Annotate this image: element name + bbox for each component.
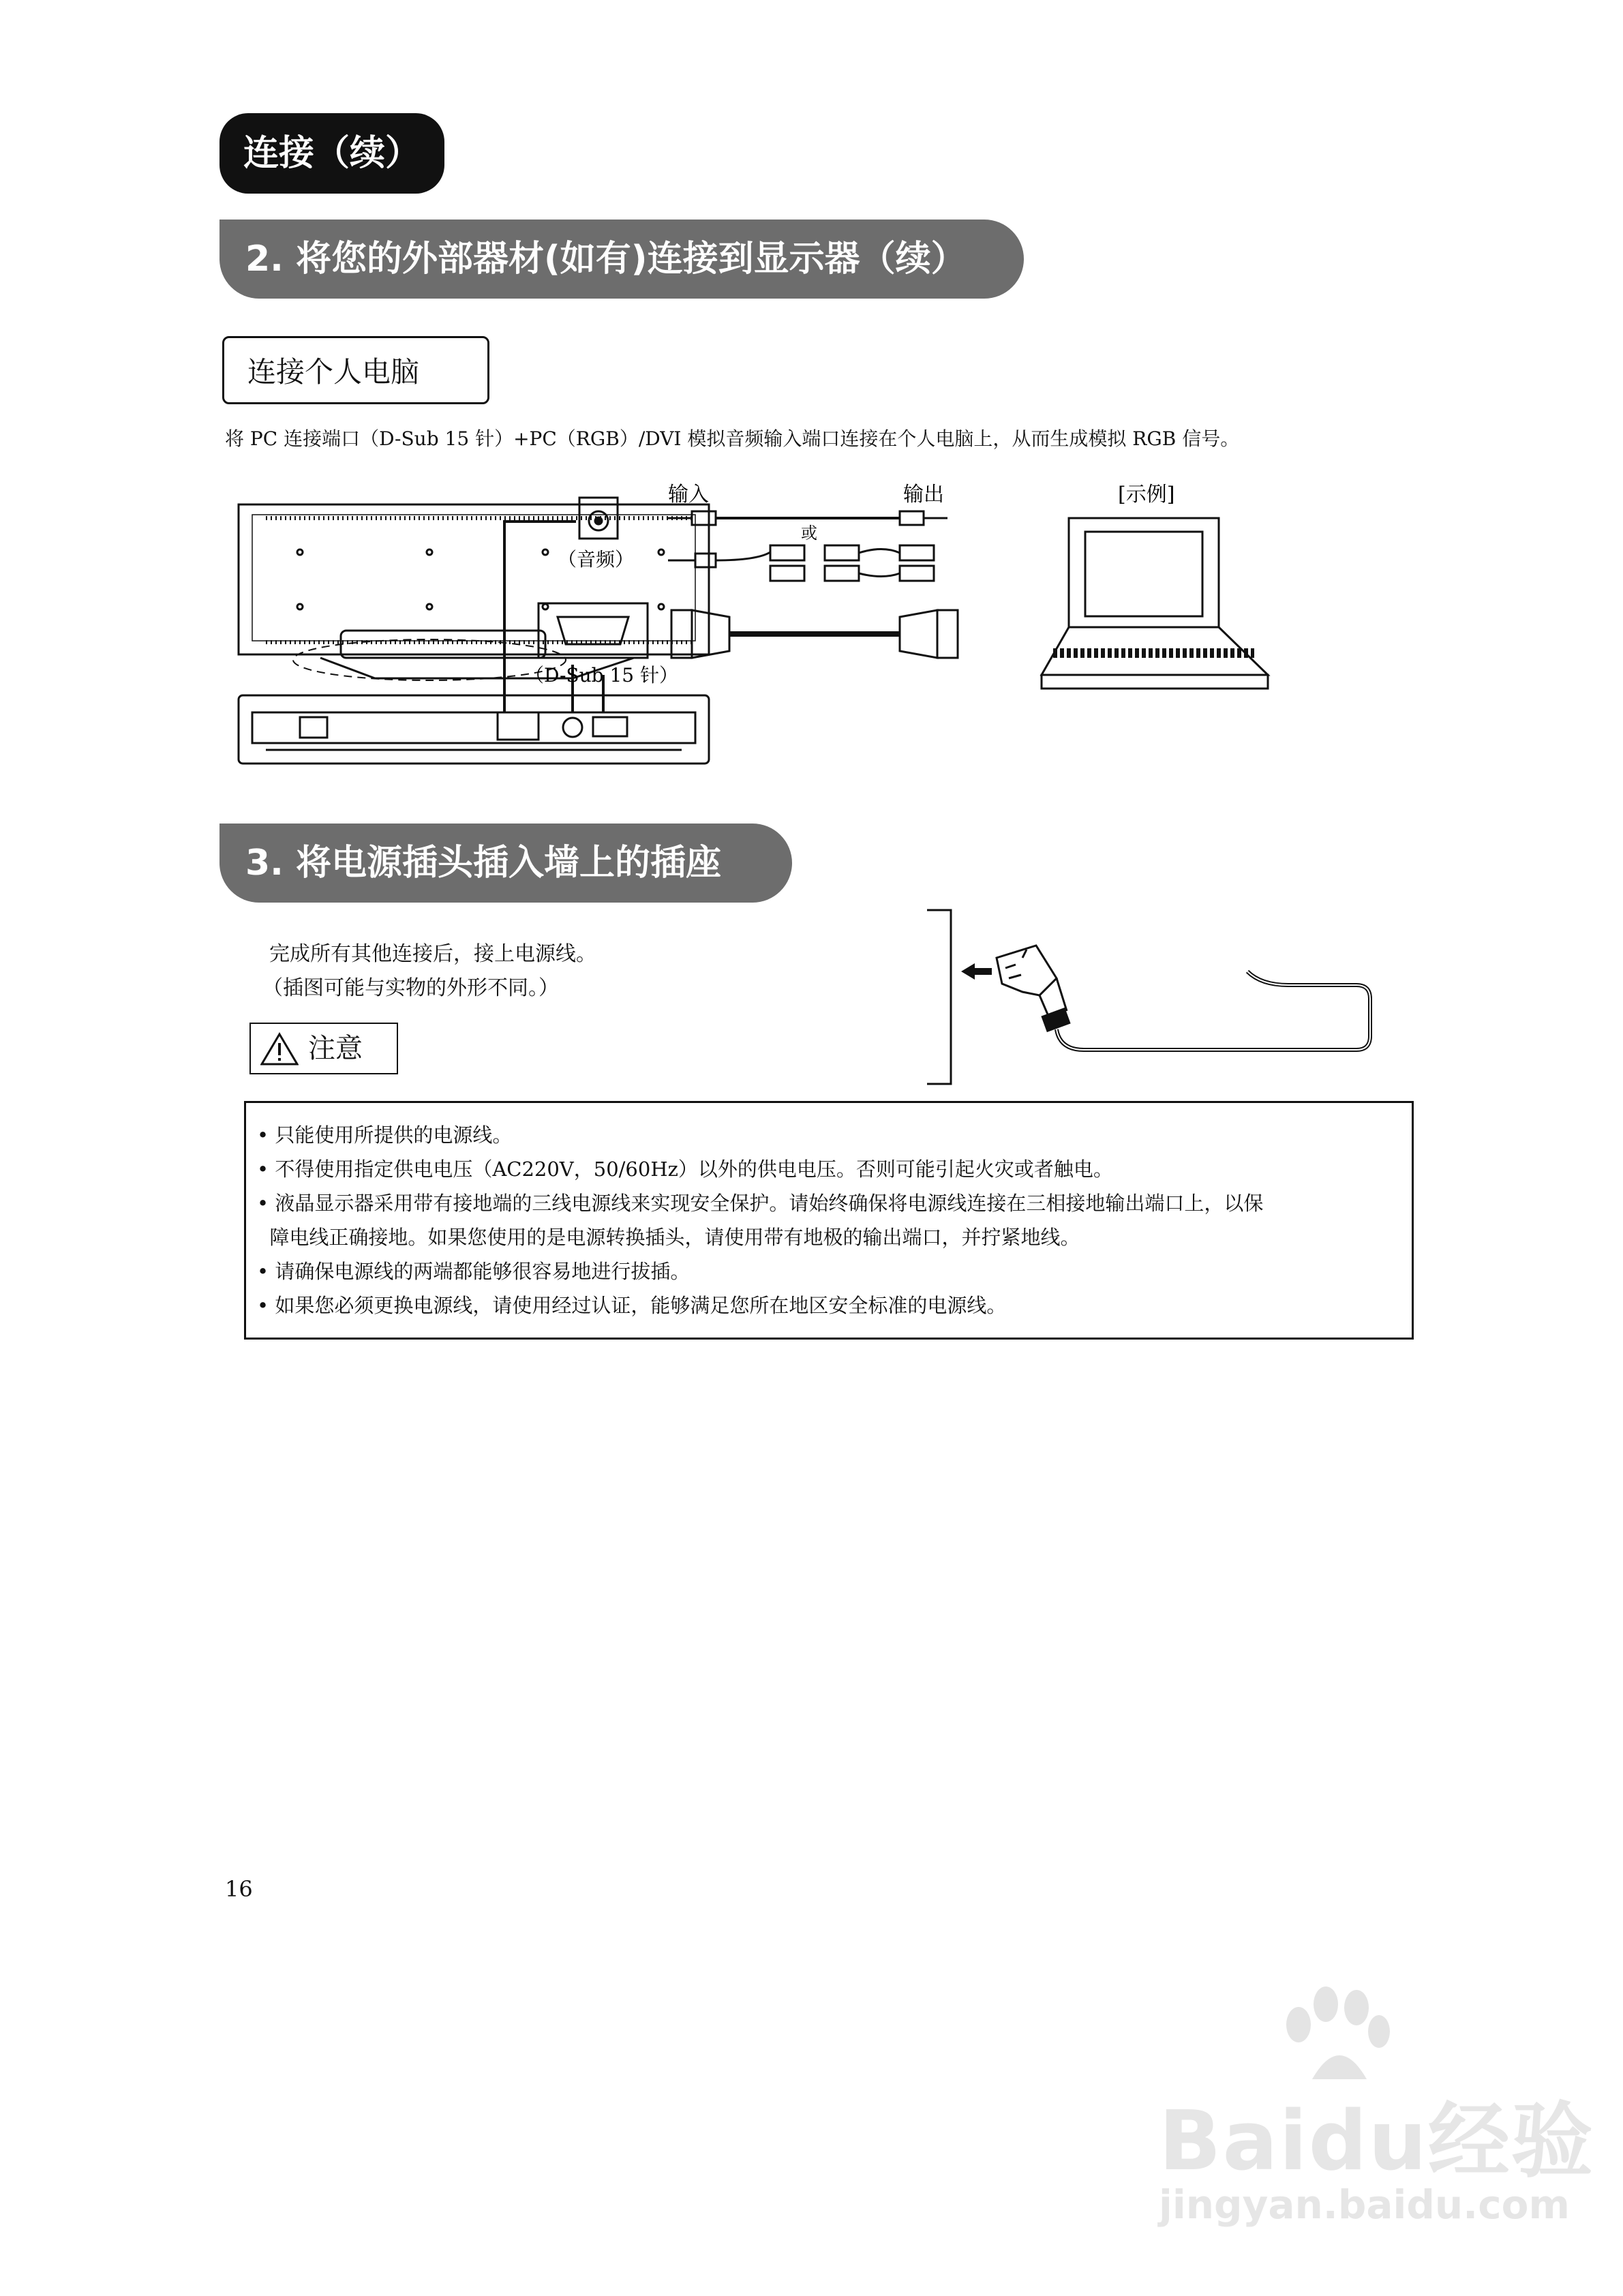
arrow-left-icon bbox=[961, 963, 992, 980]
warning-triangle-icon bbox=[260, 1032, 299, 1066]
label-example: [示例] bbox=[1118, 483, 1175, 507]
note-item: • 请确保电源线的两端都能够很容易地进行拔插。 bbox=[257, 1260, 691, 1283]
plug-icon bbox=[997, 946, 1370, 1050]
label-audio: （音频） bbox=[558, 548, 635, 571]
power-plug-illustration bbox=[920, 903, 1384, 1094]
page-number: 16 bbox=[225, 1876, 253, 1902]
note-item: 障电线正确接地。如果您使用的是电源转换插头，请使用带有地极的输出端口，并拧紧地线。 bbox=[257, 1226, 1080, 1249]
subheading-box: 连接个人电脑 bbox=[222, 336, 489, 404]
section3-text-line2: （插图可能与实物的外形不同。） bbox=[262, 976, 559, 1000]
watermark-brand: Baidu经验 bbox=[1159, 2094, 1594, 2189]
watermark-url: jingyan.baidu.com bbox=[1159, 2181, 1570, 2228]
header-tab: 连接（续） bbox=[219, 113, 444, 194]
section3-text-line1: 完成所有其他连接后，接上电源线。 bbox=[269, 942, 596, 966]
label-input: 输入 bbox=[668, 483, 709, 507]
notes-box bbox=[244, 1101, 1414, 1340]
caution-label: 注意 bbox=[308, 1033, 363, 1064]
dsub-port-icon bbox=[539, 603, 648, 658]
watermark-paw-icon bbox=[1271, 1984, 1394, 2086]
note-item: • 只能使用所提供的电源线。 bbox=[257, 1123, 513, 1147]
section2-description: 将 PC 连接端口（D-Sub 15 针）+PC（RGB）/DVI 模拟音频输入端口连接在个人电脑上，从而生成模拟 RGB 信号。 bbox=[225, 427, 1240, 450]
caution-box bbox=[249, 1023, 398, 1074]
label-output: 输出 bbox=[903, 483, 944, 507]
note-item: • 不得使用指定供电电压（AC220V，50/60Hz）以外的供电电压。否则可能引起火灾或者触电。 bbox=[257, 1158, 1113, 1181]
label-or: 或 bbox=[801, 524, 817, 543]
vga-cable-icon bbox=[671, 610, 958, 658]
section2-title: 2. 将您的外部器材(如有)连接到显示器（续） bbox=[219, 220, 1024, 299]
laptop-icon bbox=[1042, 518, 1268, 689]
note-item: • 如果您必须更换电源线，请使用经过认证，能够满足您所在地区安全标准的电源线。 bbox=[257, 1294, 1007, 1317]
connection-diagram bbox=[225, 477, 1288, 777]
tv-back-illustration bbox=[239, 504, 709, 764]
section3-title: 3. 将电源插头插入墙上的插座 bbox=[219, 824, 792, 903]
note-item: • 液晶显示器采用带有接地端的三线电源线来实现安全保护。请始终确保将电源线连接在三相接地输出端口上，以保 bbox=[257, 1192, 1264, 1215]
label-dsub: （D-Sub 15 针） bbox=[525, 664, 678, 686]
